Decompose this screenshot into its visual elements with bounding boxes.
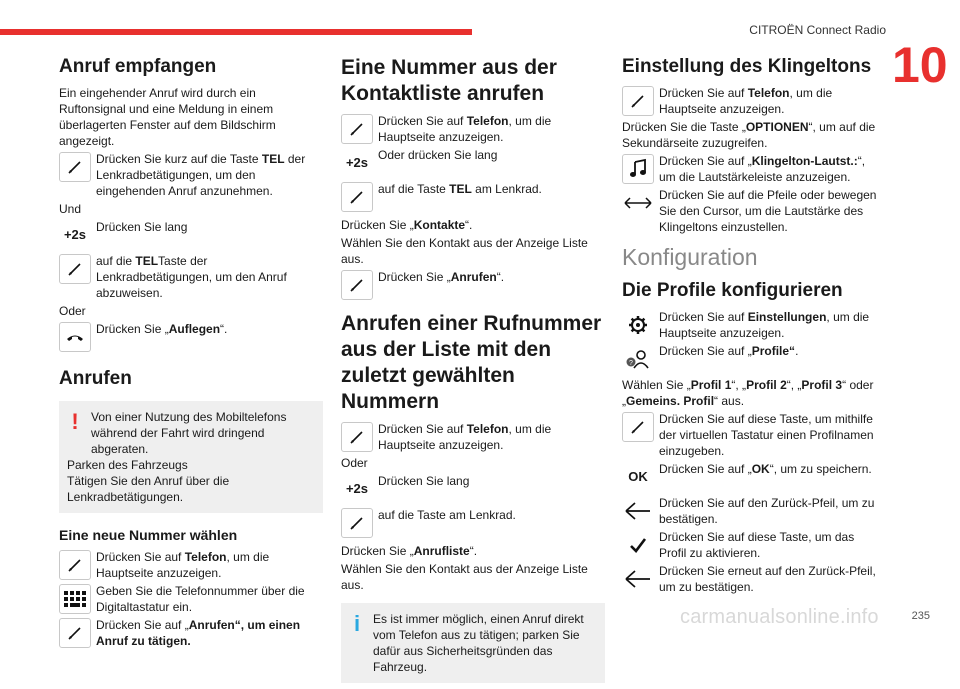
checkmark-icon — [622, 530, 654, 560]
und-text: Und — [59, 202, 82, 216]
section-title-kontaktliste: Eine Nummer aus der Kontaktliste anrufen — [341, 56, 557, 105]
profile-icon — [622, 344, 654, 374]
column-left — [59, 55, 323, 651]
text: “. — [496, 270, 505, 284]
text-bold: OK — [751, 462, 770, 476]
text-bold: Telefon — [466, 422, 509, 436]
text: “, um die Lautstärkeleiste anzuzeigen. — [659, 154, 866, 184]
text: . — [795, 344, 799, 358]
text-bold: Telefon — [747, 86, 790, 100]
pencil-icon — [341, 182, 373, 212]
step-anrufen — [341, 269, 605, 301]
step-activate — [622, 529, 880, 561]
text: Oder drücken Sie lang — [378, 148, 498, 162]
subsection-new-number: Eine neue Nummer wählen — [59, 527, 238, 543]
text: Drücken Sie lang — [96, 220, 188, 234]
step-ringtone-volume — [622, 153, 880, 185]
text-bold: Einstellungen — [747, 310, 827, 324]
text: Drücken Sie auf diese Taste, um mithilfe der virtuellen Tastatur einen Profilnamen einzugeben. — [659, 412, 874, 458]
text: “, um auf die Sekundärseite zuzugreifen. — [622, 120, 876, 150]
chapter-number: 10 — [892, 37, 948, 93]
text: Drücken Sie auf — [659, 86, 748, 100]
text-bold: Profile“ — [751, 344, 796, 358]
section-title-profile: Die Profile konfigurieren — [622, 280, 843, 301]
text: Drücken Sie auf den Zurück-Pfeil, um zu bestätigen. — [659, 496, 875, 526]
anrufliste-text — [341, 543, 605, 559]
page-number: 235 — [911, 610, 930, 622]
text: , um die Hauptseite anzuzeigen. — [96, 550, 270, 580]
warning-text: Tätigen Sie den Anruf über die Lenkradbetätigungen. — [67, 474, 230, 504]
warning-icon: ! — [71, 409, 79, 434]
text: Drücken Sie „ — [341, 544, 414, 558]
ok-icon — [622, 462, 654, 492]
text-bold: Profil 3 — [801, 378, 843, 392]
step-open-phone — [341, 113, 605, 145]
step-reject-call — [59, 253, 323, 301]
step-back — [622, 495, 880, 527]
text: Drücken Sie lang — [378, 474, 470, 488]
text: , um die Hauptseite anzuzeigen. — [378, 114, 552, 144]
step-accept-call — [59, 151, 323, 199]
pencil-icon — [341, 114, 373, 144]
pencil-icon — [59, 618, 91, 648]
keypad-icon — [59, 584, 91, 614]
back-arrow-icon — [622, 496, 654, 526]
oder-text: Oder — [341, 456, 368, 470]
text: Drücken Sie auf — [378, 114, 467, 128]
text: “. — [465, 218, 473, 232]
step-profile — [622, 343, 880, 375]
section-title-anrufliste: Anrufen einer Rufnummer aus der Liste mit den zuletzt gewählten Nummern — [341, 312, 602, 413]
text: Geben Sie die Telefonnummer über die Digitaltastatur ein. — [96, 584, 305, 614]
pencil-icon — [59, 152, 91, 182]
warning-text: Parken des Fahrzeugs — [67, 458, 188, 472]
step-back-confirm — [622, 563, 880, 595]
step-profile-name — [622, 411, 880, 459]
text: Drücken Sie auf diese Taste, um das Profil zu aktivieren. — [659, 530, 855, 560]
text: Taste der Lenkradbetätigungen, um den Anruf abzuweisen. — [96, 254, 287, 300]
two-seconds-label: +2s — [345, 481, 369, 496]
text: am Lenkrad. — [471, 182, 542, 196]
text: Drücken Sie auf „ — [96, 618, 189, 632]
text: “ oder „ — [622, 378, 874, 408]
profile-choice-text — [622, 377, 880, 409]
text-bold: TEL — [261, 152, 285, 166]
pencil-icon — [341, 508, 373, 538]
warning-text: Von einer Nutzung des Mobiltelefons während der Fahrt wird dringend abgeraten. — [91, 410, 287, 456]
oder-text: Oder — [59, 304, 86, 318]
text: auf die — [96, 254, 136, 268]
step-open-phone — [341, 421, 605, 453]
select-contact-text: Wählen Sie den Kontakt aus der Anzeige Liste aus. — [341, 236, 588, 266]
two-seconds-icon — [59, 220, 91, 250]
step-tel-key — [341, 181, 605, 213]
watermark: carmanualsonline.info — [680, 606, 879, 628]
intro-text: Ein eingehender Anruf wird durch ein Ruftonsignal und eine Meldung in einem überlagerten Fenster auf dem Bildschirm angezeigt. — [59, 86, 276, 148]
text: , um die Hauptseite anzuzeigen. — [659, 86, 833, 116]
text: , um die Hauptseite anzuzeigen. — [378, 422, 552, 452]
pencil-icon — [59, 254, 91, 284]
step-long-press — [341, 147, 605, 179]
text: , um die Hauptseite anzuzeigen. — [659, 310, 870, 340]
text-bold: Anrufen“, um einen Anruf zu tätigen. — [96, 618, 301, 648]
pencil-icon — [341, 270, 373, 300]
text-bold: Gemeins. Profil — [626, 394, 715, 408]
kontakte-text — [341, 217, 605, 233]
optionen-text — [622, 119, 880, 151]
text: Drücken Sie kurz auf die Taste — [96, 152, 262, 166]
arrows-left-right-icon — [622, 188, 654, 218]
step-long-press — [59, 219, 323, 251]
info-box — [341, 603, 605, 683]
info-icon: i — [353, 611, 361, 636]
text: “, um zu speichern. — [769, 462, 872, 476]
text: Drücken Sie auf — [659, 310, 748, 324]
text: “. — [469, 544, 478, 558]
hang-up-icon — [59, 322, 91, 352]
text-bold: TEL — [135, 254, 159, 268]
header-title: CITROËN Connect Radio — [749, 23, 886, 37]
pencil-icon — [59, 550, 91, 580]
text-bold: Telefon — [466, 114, 509, 128]
text: Drücken Sie „ — [96, 322, 169, 336]
text: “, „ — [786, 378, 802, 392]
text-bold: Profil 2 — [746, 378, 787, 392]
text: Drücken Sie auf „ — [659, 154, 752, 168]
step-hang-up — [59, 321, 323, 353]
column-middle — [341, 55, 605, 689]
two-seconds-icon — [341, 474, 373, 504]
text-bold: TEL — [449, 182, 472, 196]
two-seconds-label: +2s — [345, 155, 369, 170]
select-contact-text: Wählen Sie den Kontakt aus der Anzeige Liste aus. — [341, 562, 588, 592]
text-bold: Anrufen — [450, 270, 497, 284]
ok-label: OK — [628, 469, 648, 484]
step-call — [59, 617, 323, 649]
text-bold: Profil 1 — [690, 378, 732, 392]
text: Drücken Sie die Taste „ — [622, 120, 746, 134]
step-arrows — [622, 187, 880, 235]
pencil-icon — [341, 422, 373, 452]
step-wheel-key — [341, 507, 605, 539]
info-text: Es ist immer möglich, einen Anruf direkt vom Telefon aus zu tätigen; parken Sie dafür aus Sicherheitsgründen das Fahrzeug. — [373, 612, 584, 674]
text-bold: OPTIONEN — [745, 120, 809, 134]
back-arrow-icon — [622, 564, 654, 594]
music-note-icon — [622, 154, 654, 184]
text: Wählen Sie „ — [622, 378, 691, 392]
step-settings — [622, 309, 880, 341]
text-bold: Klingelton-Lautst.: — [751, 154, 858, 168]
text: Drücken Sie auf „ — [659, 344, 752, 358]
text: “, „ — [731, 378, 747, 392]
section-title-klingelton: Einstellung des Klingeltons — [622, 56, 872, 77]
text: der Lenkradbetätigungen, um den eingehenden Anruf anzunehmen. — [96, 152, 306, 198]
section-title-anrufen: Anrufen — [59, 368, 132, 389]
text-bold: Kontakte — [413, 218, 466, 232]
text: Drücken Sie auf — [378, 422, 467, 436]
header-accent-bar — [0, 29, 472, 35]
text-bold: Auflegen — [168, 322, 221, 336]
text: “ aus. — [714, 394, 745, 408]
text-bold: Telefon — [184, 550, 227, 564]
column-right — [622, 55, 880, 597]
text: Drücken Sie auf die Pfeile oder bewegen Sie den Cursor, um die Lautstärke des Klingeltons einzustellen. — [659, 188, 877, 234]
step-open-phone — [622, 85, 880, 117]
text-bold: Anrufliste — [413, 544, 470, 558]
section-title-anruf-empfangen: Anruf empfangen — [59, 56, 217, 77]
text: “. — [220, 322, 228, 336]
text: Drücken Sie „ — [378, 270, 451, 284]
text: auf die Taste — [378, 182, 450, 196]
warning-box — [59, 401, 323, 513]
text: Drücken Sie auf „ — [659, 462, 752, 476]
two-seconds-label: +2s — [63, 227, 87, 242]
pencil-icon — [622, 86, 654, 116]
step-keypad — [59, 583, 323, 615]
step-open-phone — [59, 549, 323, 581]
svg-text:?: ? — [629, 360, 633, 367]
pencil-icon — [622, 412, 654, 442]
step-ok — [622, 461, 880, 493]
text: auf die Taste am Lenkrad. — [378, 508, 516, 522]
section-title-konfiguration: Konfiguration — [622, 244, 758, 270]
gear-icon — [622, 310, 654, 340]
text: Drücken Sie auf — [96, 550, 185, 564]
step-long-press — [341, 473, 605, 505]
text: Drücken Sie erneut auf den Zurück-Pfeil, um zu bestätigen. — [659, 564, 876, 594]
text: Drücken Sie „ — [341, 218, 414, 232]
two-seconds-icon — [341, 148, 373, 178]
